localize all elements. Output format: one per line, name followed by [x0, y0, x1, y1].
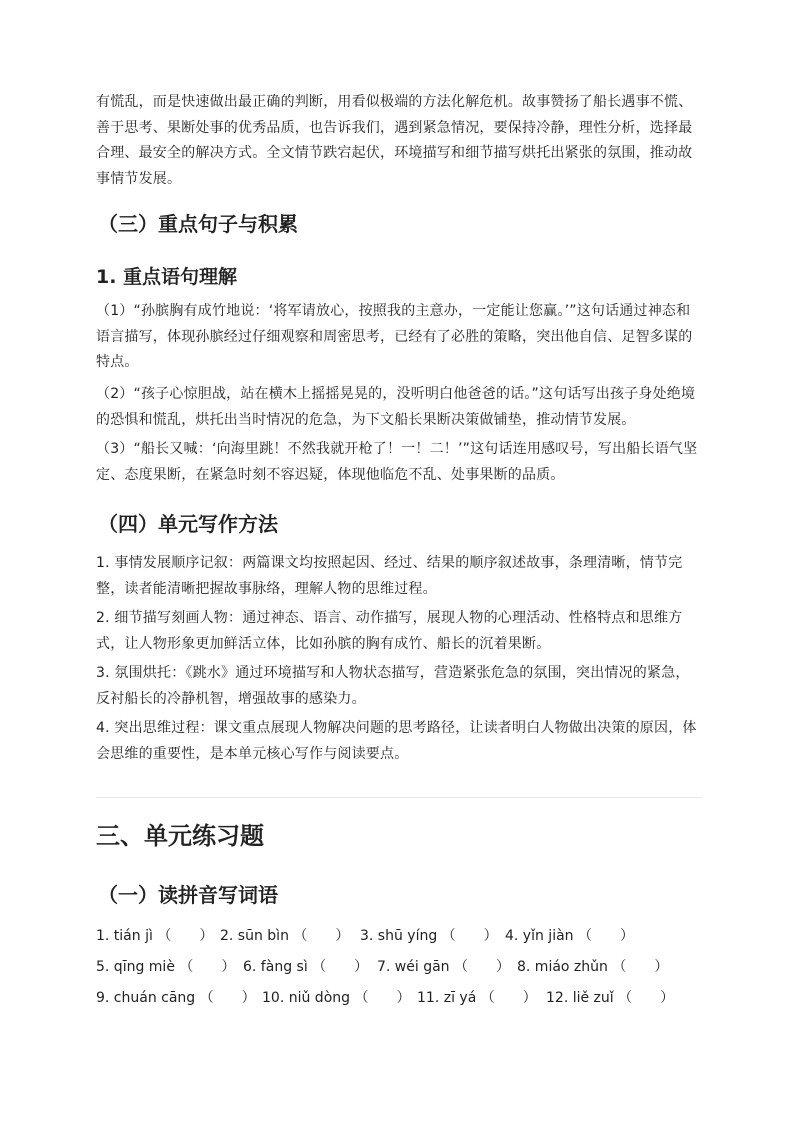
writing-method-item-2: 2. 细节描写刻画人物：通过神态、语言、动作描写，展现人物的心理活动、性格特点和思维方式，让人物形象更加鲜活立体，比如孙膑的胸有成竹、船长的沉着果断。	[96, 610, 683, 652]
pinyin-item: 1. tián jì （ ）	[96, 928, 214, 944]
section-divider	[96, 797, 702, 798]
writing-method-item-4: 4. 突出思维过程：课文重点展现人物解决问题的思考路径，让读者明白人物做出决策的原因，体会思维的重要性，是本单元核心写作与阅读要点。	[96, 720, 697, 762]
pinyin-item: 9. chuán cāng （ ）	[96, 990, 256, 1006]
writing-method-item-3: 3. 氛围烘托：《跳水》通过环境描写和人物状态描写，营造紧张危急的氛围，突出情况的紧急，反衬船长的冷静机智，增强故事的感染力。	[96, 665, 690, 707]
pinyin-row	[96, 956, 716, 980]
pinyin-item: 8. miáo zhǔn （ ）	[517, 959, 669, 975]
pinyin-item: 2. sūn bìn （ ）	[220, 928, 350, 944]
key-sentence-item-2: （2）“孩子心惊胆战，站在横木上摇摇晃晃的，没听明白他爸爸的话。”这句话写出孩子身处绝境的恐惧和慌乱，烘托出当时情况的危急，为下文船长果断决策做铺垫，推动情节发展。	[96, 386, 696, 428]
pinyin-item: 10. niǔ dòng （ ）	[262, 990, 411, 1006]
section-heading-key-sentences: （三）重点句子与积累	[98, 212, 298, 236]
part-heading-unit-exercises: 三、单元练习题	[96, 822, 264, 850]
pinyin-row	[96, 925, 716, 949]
exercise-heading-pinyin: （一）读拼音写词语	[98, 883, 278, 907]
pinyin-item: 11. zī yá （ ）	[417, 990, 537, 1006]
pinyin-item: 7. wéi gān （ ）	[377, 959, 510, 975]
subheading-key-sentence-understanding: 1. 重点语句理解	[96, 266, 238, 288]
pinyin-item: 12. liě zuǐ （ ）	[546, 990, 675, 1006]
pinyin-row	[96, 987, 716, 1011]
pinyin-item: 4. yǐn jiàn （ ）	[505, 928, 634, 944]
intro-paragraph: 有慌乱，而是快速做出最正确的判断，用看似极端的方法化解危机。故事赞扬了船长遇事不慌、善于思考、果断处事的优秀品质，也告诉我们，遇到紧急情况，要保持冷静，理性分析，选择最合理、最安全的解决方式。全文情节跌宕起伏，环境描写和细节描写烘托出紧张的氛围，推动故事情节发展。	[96, 94, 693, 187]
key-sentence-item-3: （3）“船长又喊：‘向海里跳！不然我就开枪了！一！二！’”这句话连用感叹号，写出船长语气坚定、态度果断，在紧急时刻不容迟疑，体现他临危不乱、处事果断的品质。	[96, 441, 698, 483]
pinyin-item: 5. qīng miè （ ）	[96, 959, 236, 975]
pinyin-item: 3. shū yíng （ ）	[360, 928, 498, 944]
writing-method-item-1: 1. 事情发展顺序记叙：两篇课文均按照起因、经过、结果的顺序叙述故事，条理清晰，情节完整，读者能清晰把握故事脉络，理解人物的思维过程。	[96, 555, 683, 597]
pinyin-item: 6. fàng sì （ ）	[243, 959, 369, 975]
key-sentence-item-1: （1）“孙膑胸有成竹地说：‘将军请放心，按照我的主意办，一定能让您赢。’”这句话通过神态和语言描写，体现孙膑经过仔细观察和周密思考，已经有了必胜的策略，突出他自信、足智多谋的特点。	[96, 303, 693, 370]
section-heading-writing-methods: （四）单元写作方法	[98, 512, 278, 536]
